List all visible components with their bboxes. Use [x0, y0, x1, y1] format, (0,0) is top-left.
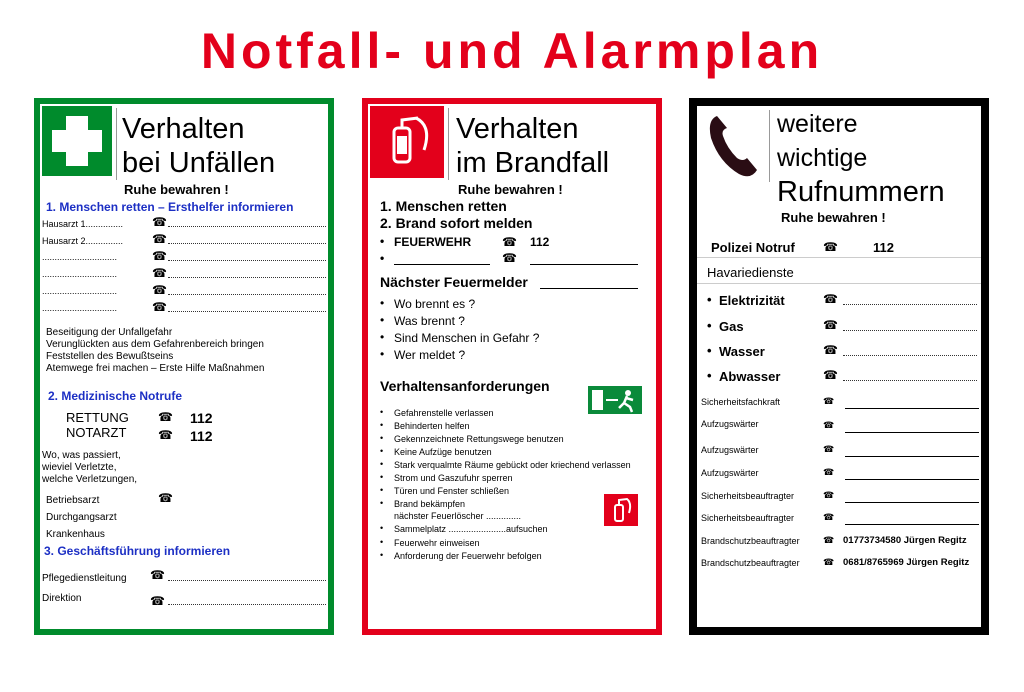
service-gas: Gas	[719, 319, 744, 334]
emergency-exit-sign-icon	[588, 386, 642, 414]
blank-label: ..............................	[42, 286, 118, 296]
havarie-heading: Havariedienste	[707, 265, 794, 280]
feuerwehr-label: FEUERWEHR	[394, 235, 472, 249]
question-3: welche Verletzungen,	[42, 474, 138, 485]
phone-icon: ☎	[158, 491, 173, 505]
section-heading-1: 1. Menschen retten – Ersthelfer informieren	[46, 200, 294, 214]
phone-icon: ☎	[158, 410, 173, 424]
step-2: Verunglückten aus dem Gefahrenbereich bringen	[46, 339, 264, 350]
step-3: Feststellen des Bewußtseins	[46, 351, 174, 362]
panel-heading-line2: bei Unfällen	[122, 147, 276, 179]
phone-icon: ☎	[823, 444, 835, 454]
phone-icon: ☎	[823, 240, 838, 254]
phone-icon: ☎	[823, 396, 835, 406]
brandschutz-value-2: 0681/8765969 Jürgen Regitz	[843, 557, 970, 568]
rule-10: Feuerwehr einweisen	[394, 538, 480, 548]
panel-heading-line2: im Brandfall	[456, 147, 610, 179]
brandschutz-label-2: Brandschutzbeauftragter	[701, 558, 800, 568]
contact-label: Sicherheitsbeauftragter	[701, 491, 795, 501]
hausarzt-2-label: Hausarzt 2...............	[42, 236, 124, 246]
question-4: Wer meldet ?	[394, 348, 466, 362]
rule-8: Brand bekämpfen	[394, 499, 466, 509]
service-elektrizitaet: Elektrizität	[719, 293, 785, 308]
step-4: Atemwege frei machen – Erste Hilfe Maßnahmen	[46, 363, 265, 374]
step-1: 1. Menschen retten	[380, 198, 507, 214]
phone-icon: ☎	[152, 266, 167, 280]
contact-label: Aufzugswärter	[701, 468, 759, 478]
ruhe-bewahren: Ruhe bewahren !	[781, 210, 886, 225]
rule-2: Behinderten helfen	[394, 421, 470, 431]
phone-icon: ☎	[502, 235, 517, 249]
notarzt-label: NOTARZT	[66, 425, 127, 440]
ruhe-bewahren: Ruhe bewahren !	[124, 182, 229, 197]
rule-4: Keine Aufzüge benutzen	[394, 447, 492, 457]
step-2: 2. Brand sofort melden	[380, 215, 533, 231]
phone-icon: ☎	[152, 283, 167, 297]
phone-numbers-panel: weitere wichtige Rufnummern Ruhe bewahren ! Polizei Notruf ☎ 112 Havariedienste • Elektrizität ☎ • Gas ☎ • Wasser ☎ • Abwasser ☎ Sicherheitsfachkraft ☎ Aufzugswärter ☎ Aufzugswärter ☎ Aufzugswärter ☎ Sicherheitsbeauftragter ☎ Sicherheitsbeauftragter ☎ Brandschutzbeauftragter ☎ 01773734580 Jürgen Regitz Brandschutzbeauftragter ☎ 0681/8765969 Jürgen Regitz	[689, 98, 989, 635]
phone-icon: ☎	[823, 368, 838, 382]
section-heading-2: 2. Medizinische Notrufe	[48, 389, 183, 403]
bullet: •	[380, 251, 385, 265]
phone-icon: ☎	[152, 215, 167, 229]
polizei-label: Polizei Notruf	[711, 240, 795, 255]
step-1: Beseitigung der Unfallgefahr	[46, 327, 173, 338]
phone-icon: ☎	[823, 535, 835, 545]
first-aid-panel	[34, 98, 334, 635]
rule-3: Gekennzeichnete Rettungswege benutzen	[394, 434, 564, 444]
panel-heading-line1: Verhalten	[122, 113, 245, 145]
rule-9: Sammelplatz .......................aufsuchen	[394, 524, 548, 534]
page-title: Notfall- und Alarmplan	[200, 23, 824, 79]
question-2: wieviel Verletzte,	[42, 462, 117, 473]
notarzt-number: 112	[190, 428, 213, 444]
contact-label: Sicherheitsbeauftragter	[701, 513, 795, 523]
anforderungen-heading: Verhaltensanforderungen	[380, 378, 550, 394]
fire-extinguisher-sign-icon	[604, 494, 638, 526]
phone-icon: ☎	[823, 420, 835, 430]
phone-icon: ☎	[823, 557, 835, 567]
feuerwehr-number: 112	[530, 235, 550, 249]
phone-icon: ☎	[152, 249, 167, 263]
rule-1: Gefahrenstelle verlassen	[394, 408, 494, 418]
brandschutz-value-1: 01773734580 Jürgen Regitz	[843, 535, 967, 546]
fire-panel: Verhalten im Brandfall Ruhe bewahren ! 1. Menschen retten 2. Brand sofort melden • FEUERWEHR ☎ 112 • ☎ Nächster Feuermelder • Wo brennt es ? • Was brennt ? • Sind Menschen in Gefahr ? • Wer meldet ? Verhaltensanforderungen • Gefahrenstelle verlassen • Behinderten helfen • Gekennzeichnete Rettungswege benutzen • Keine Aufzüge benutzen • Stark verqualmte Räume gebückt oder kriechend verlassen • Strom und Gaszufuhr sperren • Türen und Fenster schließen • Brand bekämpfen nächster Feuerlöscher .............. • Sammelplatz .......................aufsuchen • Feuerwehr einweisen • Anforderung der Feuerwehr befolgen	[362, 98, 662, 635]
betriebsarzt-label: Betriebsarzt	[46, 495, 100, 506]
question-3: Sind Menschen in Gefahr ?	[394, 331, 540, 345]
fire-extinguisher-icon	[370, 106, 444, 178]
feuermelder-label: Nächster Feuermelder	[380, 274, 528, 290]
pflegedienstleitung-label: Pflegedienstleitung	[42, 573, 127, 584]
durchgangsarzt-label: Durchgangsarzt	[46, 512, 117, 523]
phone-icon: ☎	[502, 251, 517, 265]
hausarzt-1-label: Hausarzt 1...............	[42, 219, 124, 229]
brandschutz-label-1: Brandschutzbeauftragter	[701, 536, 800, 546]
phone-icon: ☎	[152, 300, 167, 314]
blank-label: ..............................	[42, 303, 118, 313]
phone-icon: ☎	[823, 490, 835, 500]
blank-label: ..............................	[42, 252, 118, 262]
bullet: •	[380, 234, 385, 248]
panel-heading-line1: weitere	[777, 110, 858, 138]
polizei-number: 112	[873, 240, 894, 255]
phone-icon: ☎	[152, 232, 167, 246]
phone-icon: ☎	[158, 428, 173, 442]
rule-5: Stark verqualmte Räume gebückt oder kriechend verlassen	[394, 460, 631, 470]
phone-icon: ☎	[823, 343, 838, 357]
blank-label: ..............................	[42, 269, 118, 279]
question-1: Wo brennt es ?	[394, 297, 476, 311]
contact-label: Aufzugswärter	[701, 419, 759, 429]
first-aid-cross-icon	[42, 106, 112, 176]
contact-label: Aufzugswärter	[701, 445, 759, 455]
krankenhaus-label: Krankenhaus	[46, 529, 105, 540]
question-1: Wo, was passiert,	[42, 450, 121, 461]
phone-icon: ☎	[150, 594, 165, 608]
phone-icon: ☎	[823, 467, 835, 477]
section-heading-3: 3. Geschäftsführung informieren	[44, 544, 231, 558]
question-2: Was brennt ?	[394, 314, 465, 328]
rettung-number: 112	[190, 410, 213, 426]
rule-11: Anforderung der Feuerwehr befolgen	[394, 551, 542, 561]
rule-8b: nächster Feuerlöscher ..............	[394, 511, 522, 521]
panel-heading-line2: wichtige	[777, 144, 868, 172]
service-abwasser: Abwasser	[719, 369, 781, 384]
service-wasser: Wasser	[719, 344, 765, 359]
rettung-label: RETTUNG	[66, 410, 129, 425]
rule-6: Strom und Gaszufuhr sperren	[394, 473, 513, 483]
rule-7: Türen und Fenster schließen	[394, 486, 510, 496]
ruhe-bewahren: Ruhe bewahren !	[458, 182, 563, 197]
phone-icon: ☎	[823, 318, 838, 332]
phone-icon: ☎	[150, 568, 165, 582]
direktion-label: Direktion	[42, 593, 82, 604]
phone-icon: ☎	[823, 292, 838, 306]
phone-icon: ☎	[823, 512, 835, 522]
panel-heading-line1: Verhalten	[456, 113, 579, 145]
contact-label: Sicherheitsfachkraft	[701, 397, 781, 407]
panel-heading-line3: Rufnummern	[777, 176, 945, 208]
phone-handset-icon	[703, 110, 767, 180]
